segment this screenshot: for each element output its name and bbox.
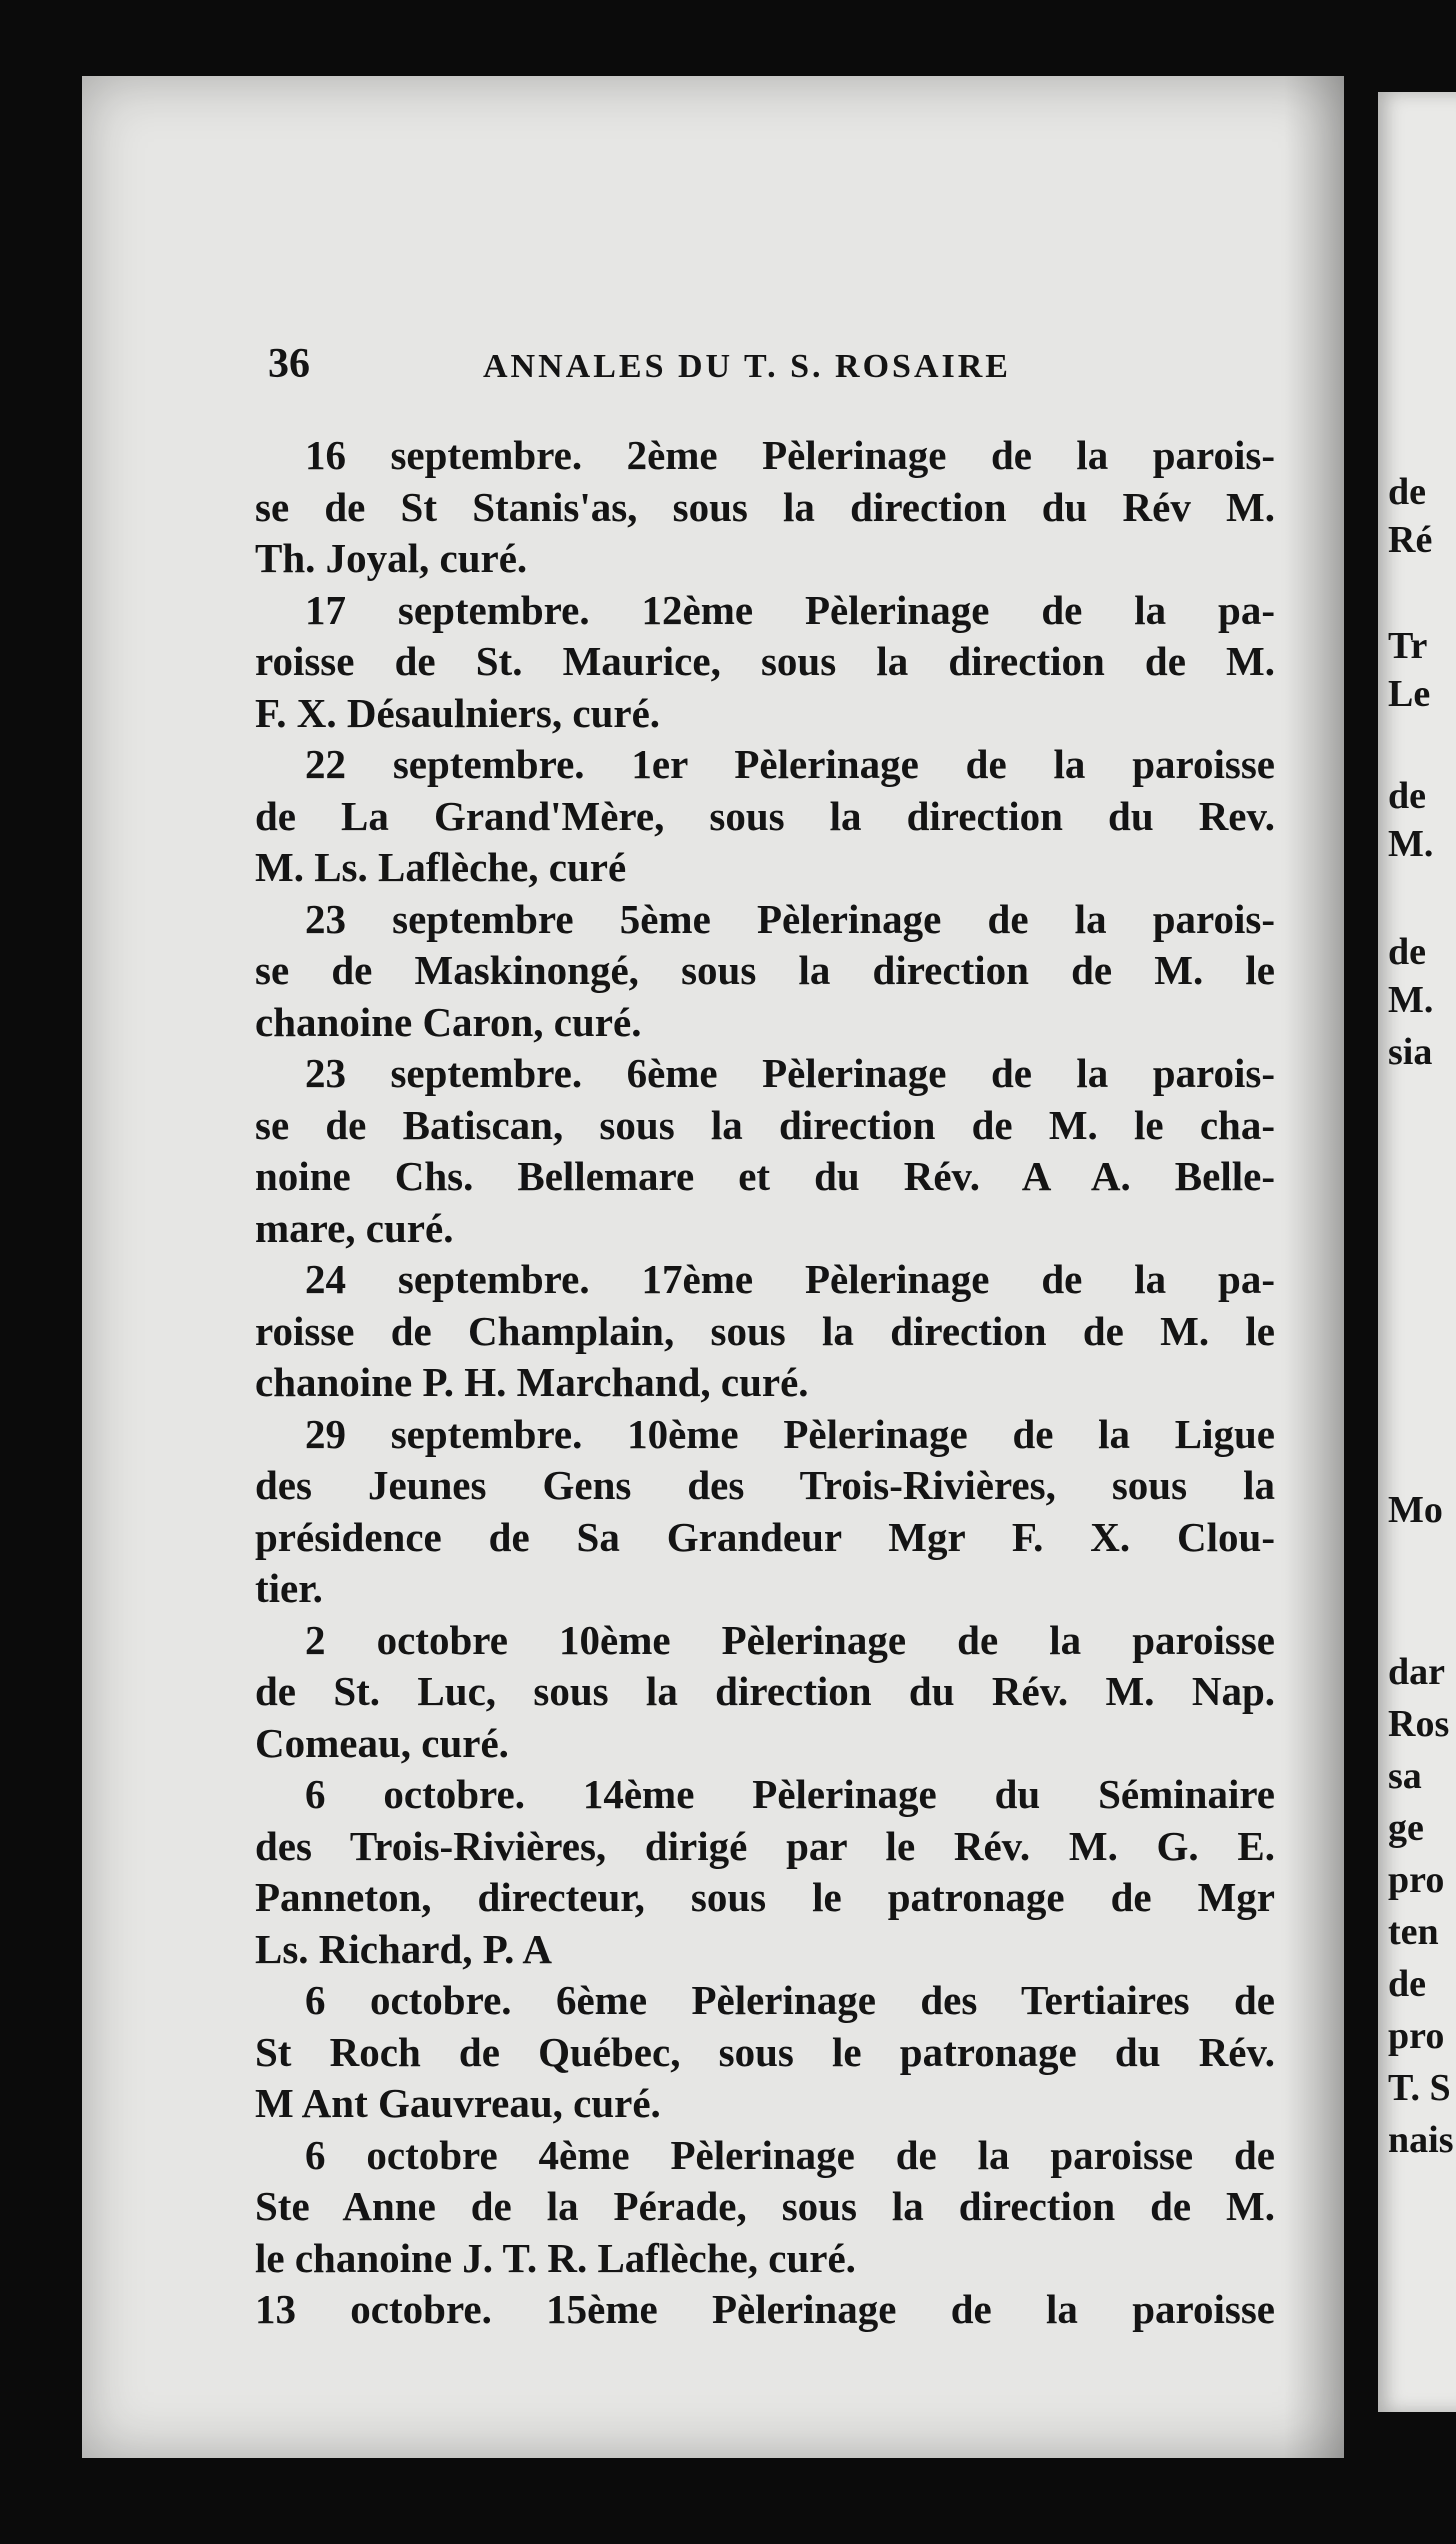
text-line: roisse de Champlain, sous la direction de M. le: [255, 1307, 1275, 1354]
text-line: 23 septembre 5ème Pèlerinage de la parois-: [305, 895, 1275, 942]
text-line: F. X. Désaulniers, curé.: [255, 689, 661, 736]
text-line: se de Maskinongé, sous la direction de M. le: [255, 947, 1275, 993]
text-line: tier.: [255, 1565, 323, 1611]
text-line: des Trois-Rivières, dirigé par le Rév. M. G. E.: [255, 1822, 1275, 1869]
text-line: noine Chs. Bellemare et du Rév. A A. Belle-: [255, 1153, 1275, 1199]
text-line: St Roch de Québec, sous le patronage du Rév.: [255, 2028, 1275, 2075]
text-line: M. Ls. Laflèche, curé: [255, 844, 627, 890]
page-number: 36: [268, 341, 310, 387]
facing-page-fragment: Tr: [1388, 625, 1428, 667]
text-line: de La Grand'Mère, sous la direction du Rev.: [255, 792, 1275, 839]
facing-page-fragment: M.: [1388, 979, 1434, 1021]
text-line: 22 septembre. 1er Pèlerinage de la paroisse: [305, 741, 1275, 787]
text-line: 23 septembre. 6ème Pèlerinage de la parois-: [305, 1050, 1275, 1096]
facing-page-fragment: ten: [1388, 1911, 1439, 1953]
facing-page-fragment: Mo: [1388, 1489, 1443, 1531]
body-text: [255, 430, 1275, 2336]
text-line: 6 octobre. 14ème Pèlerinage du Séminaire: [305, 1771, 1275, 1817]
facing-page-fragment: de: [1388, 471, 1426, 513]
facing-page-fragment: de: [1388, 931, 1426, 973]
facing-page-fragment: sia: [1388, 1031, 1433, 1073]
text-line: roisse de St. Maurice, sous la direction de M.: [255, 638, 1275, 684]
text-line: Panneton, directeur, sous le patronage de Mgr: [255, 1874, 1275, 1920]
text-line: mare, curé.: [255, 1204, 454, 1251]
text-line: 17 septembre. 12ème Pèlerinage de la pa-: [305, 586, 1275, 633]
facing-page-fragment: Ros: [1388, 1703, 1450, 1745]
text-line: Comeau, curé.: [255, 1719, 509, 1766]
text-line: Ls. Richard, P. A: [255, 1925, 552, 1972]
text-line: chanoine P. H. Marchand, curé.: [255, 1359, 809, 1405]
facing-page-fragment: sa: [1388, 1755, 1422, 1797]
text-line: présidence de Sa Grandeur Mgr F. X. Clou-: [255, 1513, 1275, 1560]
facing-page-fragment: Ré: [1388, 519, 1433, 561]
text-line: 13 octobre. 15ème Pèlerinage de la paroisse: [255, 2286, 1275, 2332]
text-line: 6 octobre 4ème Pèlerinage de la paroisse de: [305, 2131, 1275, 2178]
text-line: des Jeunes Gens des Trois-Rivières, sous la: [255, 1462, 1275, 1508]
text-line: 6 octobre. 6ème Pèlerinage des Tertiaires de: [305, 1977, 1275, 2023]
text-line: Th. Joyal, curé.: [255, 535, 528, 581]
text-line: de St. Luc, sous la direction du Rév. M. Nap.: [255, 1668, 1275, 1714]
facing-page-fragment: Le: [1388, 673, 1431, 715]
facing-page-fragment: pro: [1388, 2015, 1445, 2057]
facing-page: [1378, 92, 1456, 2412]
facing-page-fragment: nais: [1388, 2119, 1454, 2161]
facing-page-fragment: dar: [1388, 1651, 1445, 1693]
text-line: M Ant Gauvreau, curé.: [255, 2080, 661, 2126]
text-line: 2 octobre 10ème Pèlerinage de la paroisse: [305, 1616, 1275, 1663]
text-line: 16 septembre. 2ème Pèlerinage de la parois-: [305, 432, 1275, 478]
facing-page-fragment: de: [1388, 1963, 1426, 2005]
running-title: ANNALES DU T. S. ROSAIRE: [483, 348, 1011, 385]
text-line: 24 septembre. 17ème Pèlerinage de la pa-: [305, 1256, 1275, 1302]
text-line: se de St Stanis'as, sous la direction du Rév M.: [255, 483, 1275, 530]
text-line: se de Batiscan, sous la direction de M. le cha-: [255, 1101, 1275, 1148]
text-line: le chanoine J. T. R. Laflèche, curé.: [255, 2234, 856, 2281]
facing-page-fragment: de: [1388, 775, 1426, 817]
text-line: Ste Anne de la Pérade, sous la direction de M.: [255, 2183, 1275, 2229]
facing-page-fragment: M.: [1388, 823, 1434, 865]
text-line: 29 septembre. 10ème Pèlerinage de la Ligue: [305, 1410, 1275, 1457]
facing-page-fragment: T. S: [1388, 2067, 1451, 2109]
facing-page-fragment: ge: [1388, 1807, 1424, 1849]
text-line: chanoine Caron, curé.: [255, 998, 642, 1045]
facing-page-fragment: pro: [1388, 1859, 1445, 1901]
page-header: [268, 340, 1268, 400]
